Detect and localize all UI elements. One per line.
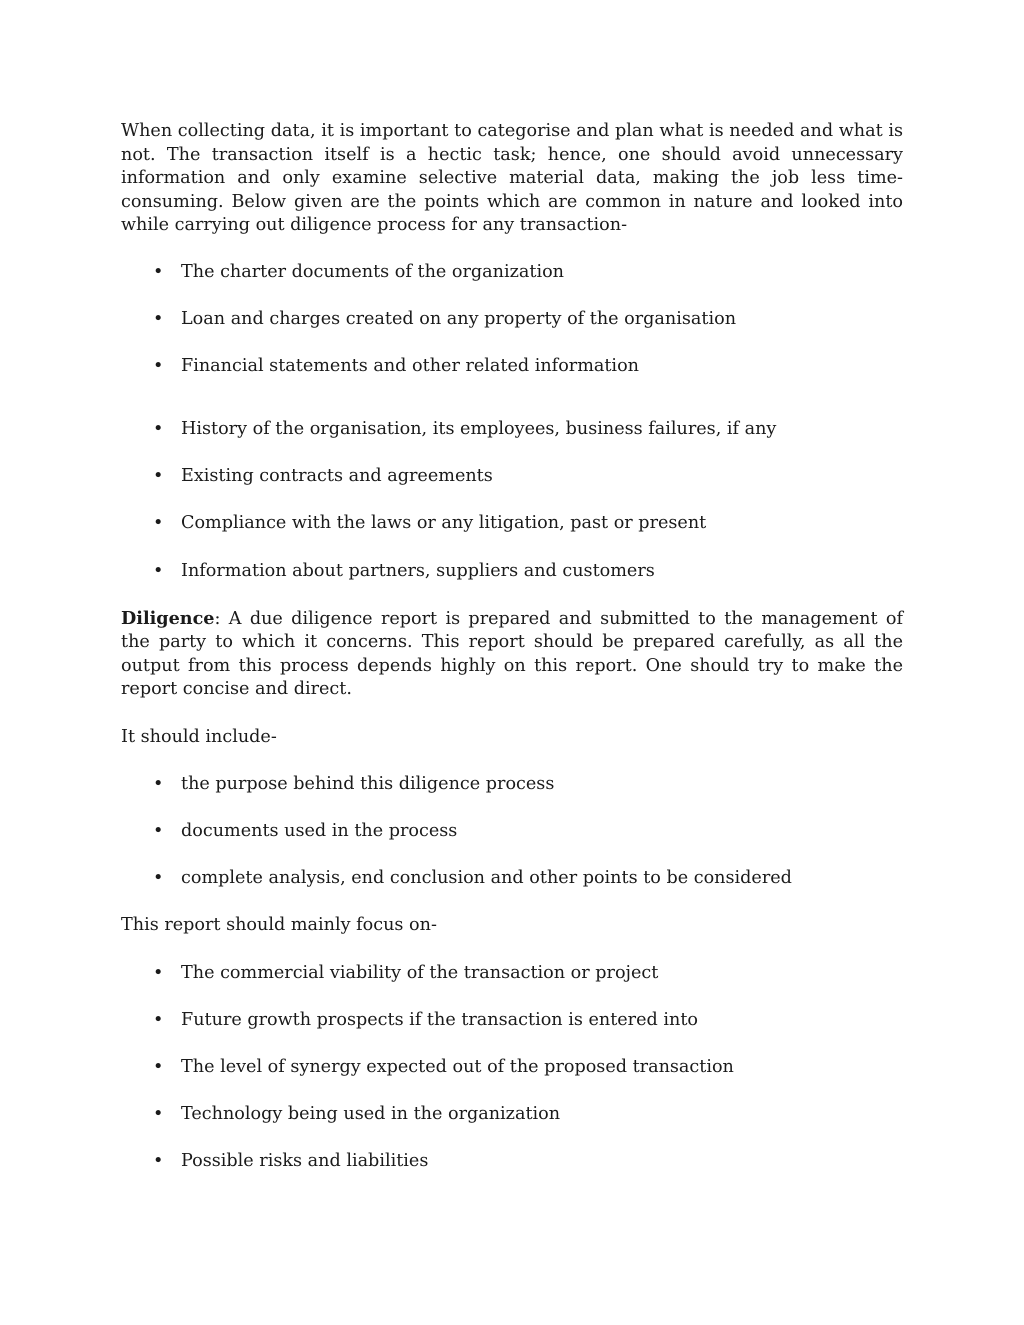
focus-heading: This report should mainly focus on-	[121, 915, 437, 936]
diligence-term: Diligence	[121, 607, 215, 629]
document-page	[121, 120, 903, 1174]
bullet-icon: •	[153, 868, 164, 889]
bullet-icon: •	[153, 773, 164, 794]
list-item: • The charter documents of the organization	[121, 261, 903, 285]
bullet-icon: •	[153, 418, 164, 439]
list-item: • History of the organisation, its employees, business failures, if any	[121, 418, 903, 442]
bullet-icon: •	[153, 1009, 164, 1030]
list-item: • Compliance with the laws or any litigation, past or present	[121, 512, 903, 536]
diligence-paragraph	[121, 607, 903, 702]
bullet-icon: •	[153, 1151, 164, 1172]
list-item: • Possible risks and liabilities	[121, 1150, 903, 1174]
bullet-icon: •	[153, 1056, 164, 1077]
bullet-icon: •	[153, 513, 164, 534]
bullet-icon: •	[153, 261, 164, 282]
focus-points	[121, 962, 903, 1174]
diligence-text: : A due diligence report is prepared and submitted to the management of the party to which it concerns. This report should be prepared carefully, as all the output from this process depends highly on this report. One should try to make the report concise and direct.	[121, 608, 903, 700]
list-item: • Existing contracts and agreements	[121, 465, 903, 489]
list-item: • Technology being used in the organization	[121, 1103, 903, 1127]
list-item: • Information about partners, suppliers and customers	[121, 560, 903, 584]
list-item: • documents used in the process	[121, 820, 903, 844]
list-item: • the purpose behind this diligence process	[121, 773, 903, 797]
bullet-icon: •	[153, 356, 164, 377]
list-item: • Future growth prospects if the transaction is entered into	[121, 1009, 903, 1033]
bullet-icon: •	[153, 560, 164, 581]
list-item: • The commercial viability of the transaction or project	[121, 962, 903, 986]
checklist-points	[121, 261, 903, 583]
bullet-icon: •	[153, 1104, 164, 1125]
include-heading: It should include-	[121, 726, 277, 747]
intro-paragraph: When collecting data, it is important to categorise and plan what is needed and what is not. The transaction itself is a hectic task; hence, one should avoid unnecessary information and only examine selective material data, making the job less time-consuming. Below given are the points which are common in nature and looked into while carrying out diligence process for any transaction-	[121, 121, 903, 236]
bullet-icon: •	[153, 821, 164, 842]
list-item: • Financial statements and other related information	[121, 355, 903, 379]
bullet-icon: •	[153, 962, 164, 983]
list-item: • Loan and charges created on any property of the organisation	[121, 308, 903, 332]
bullet-icon: •	[153, 309, 164, 330]
list-item: • The level of synergy expected out of the proposed transaction	[121, 1056, 903, 1080]
include-points	[121, 773, 903, 891]
list-item: • complete analysis, end conclusion and other points to be considered	[121, 867, 903, 891]
bullet-icon: •	[153, 466, 164, 487]
